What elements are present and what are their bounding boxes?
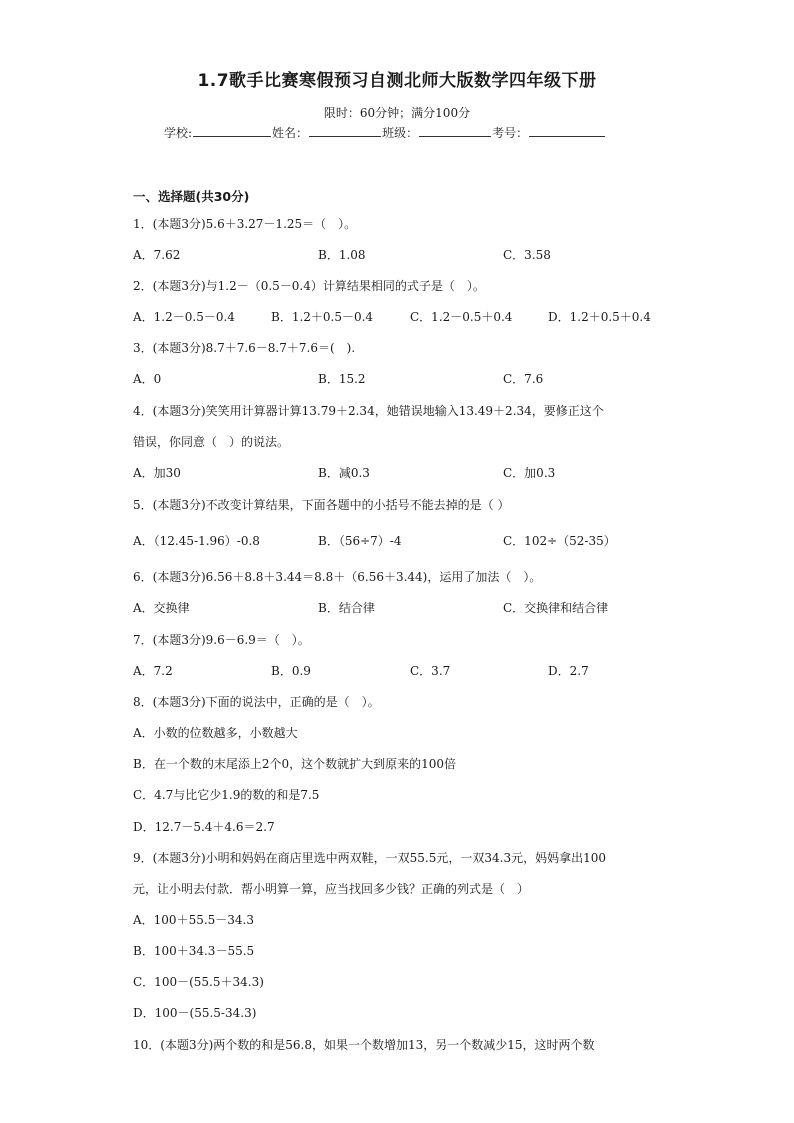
option-b[interactable]: B．1.2＋0.5－0.4 <box>271 310 374 324</box>
option-d[interactable]: D．2.7 <box>548 664 589 678</box>
exam-no-label: 考号： <box>492 126 529 140</box>
question-stem: 8．(本题3分)下面的说法中，正确的是（ ）。 <box>133 695 380 709</box>
question-stem-continued: 错误，你同意（ ）的说法。 <box>133 435 290 449</box>
option-a[interactable]: A．100＋55.5－34.3 <box>133 913 255 927</box>
question-stem-continued: 元，让小明去付款．帮小明算一算，应当找回多少钱？正确的列式是（ ） <box>133 882 530 896</box>
option-a[interactable]: A．1.2－0.5－0.4 <box>133 310 235 324</box>
question-stem: 2．(本题3分)与1.2－（0.5－0.4）计算结果相同的式子是（ ）。 <box>133 279 485 293</box>
question-stem: 1．(本题3分)5.6＋3.27－1.25＝（ ）。 <box>133 217 357 231</box>
option-b[interactable]: B．在一个数的末尾添上2个0，这个数就扩大到原来的100倍 <box>133 757 456 771</box>
option-c[interactable]: C．1.2－0.5＋0.4 <box>410 310 513 324</box>
page-title: 1.7歌手比赛寒假预习自测北师大版数学四年级下册 <box>197 71 597 91</box>
option-c[interactable]: C．4.7与比它少1.9的数的和是7.5 <box>133 788 320 802</box>
option-a[interactable]: A．交换律 <box>133 601 190 615</box>
option-d[interactable]: D．1.2＋0.5＋0.4 <box>548 310 651 324</box>
option-c[interactable]: C．102÷（52-35） <box>503 534 616 548</box>
option-d[interactable]: D．12.7－5.4＋4.6＝2.7 <box>133 820 275 834</box>
option-a[interactable]: A．7.62 <box>133 248 181 262</box>
option-c[interactable]: C．3.7 <box>410 664 451 678</box>
option-a[interactable]: A．7.2 <box>133 664 173 678</box>
question-stem: 6．(本题3分)6.56＋8.8＋3.44＝8.8＋（6.56＋3.44)，运用了加法（ ）。 <box>133 570 542 584</box>
student-info-row <box>164 124 606 141</box>
school-label: 学校: <box>164 126 193 140</box>
option-b[interactable]: B．（56÷7）-4 <box>318 534 402 548</box>
question-stem: 7．(本题3分)9.6－6.9＝（ ）。 <box>133 633 310 647</box>
option-b[interactable]: B．减0.3 <box>318 466 370 480</box>
option-a[interactable]: A．（12.45-1.96）-0.8 <box>133 534 260 548</box>
option-c[interactable]: C．7.6 <box>503 372 544 386</box>
option-d[interactable]: D．100－(55.5-34.3) <box>133 1006 257 1020</box>
option-b[interactable]: B．100＋34.3－55.5 <box>133 944 255 958</box>
question-stem: 9．(本题3分)小明和妈妈在商店里选中两双鞋，一双55.5元，一双34.3元，妈妈拿出100 <box>133 851 606 865</box>
question-stem: 4．(本题3分)笑笑用计算器计算13.79＋2.34，她错误地输入13.49＋2.34，要修正这个 <box>133 404 604 418</box>
question-stem: 3．(本题3分)8.7＋7.6－8.7＋7.6＝( ). <box>133 341 356 355</box>
option-b[interactable]: B．15.2 <box>318 372 366 386</box>
class-field[interactable] <box>419 124 491 137</box>
section-title: 一、选择题(共30分) <box>133 189 250 204</box>
option-b[interactable]: B．0.9 <box>271 664 311 678</box>
option-c[interactable]: C．3.58 <box>503 248 551 262</box>
question-stem: 5．(本题3分)不改变计算结果，下面各题中的小括号不能去掉的是（ ） <box>133 498 510 512</box>
school-field[interactable] <box>193 124 271 137</box>
class-label: 班级： <box>382 126 419 140</box>
name-label: 姓名： <box>272 126 309 140</box>
option-b[interactable]: B．结合律 <box>318 601 375 615</box>
option-a[interactable]: A．小数的位数越多，小数越大 <box>133 726 298 740</box>
option-a[interactable]: A．加30 <box>133 466 181 480</box>
option-c[interactable]: C．100－(55.5＋34.3) <box>133 975 264 989</box>
time-limit-info: 限时：60分钟；满分100分 <box>323 106 471 120</box>
option-c[interactable]: C．交换律和结合律 <box>503 601 609 615</box>
exam-no-field[interactable] <box>529 124 605 137</box>
option-a[interactable]: A．0 <box>133 372 162 386</box>
option-b[interactable]: B．1.08 <box>318 248 366 262</box>
option-c[interactable]: C．加0.3 <box>503 466 556 480</box>
question-stem: 10．(本题3分)两个数的和是56.8，如果一个数增加13，另一个数减少15，这时两个数 <box>133 1038 595 1052</box>
name-field[interactable] <box>309 124 381 137</box>
